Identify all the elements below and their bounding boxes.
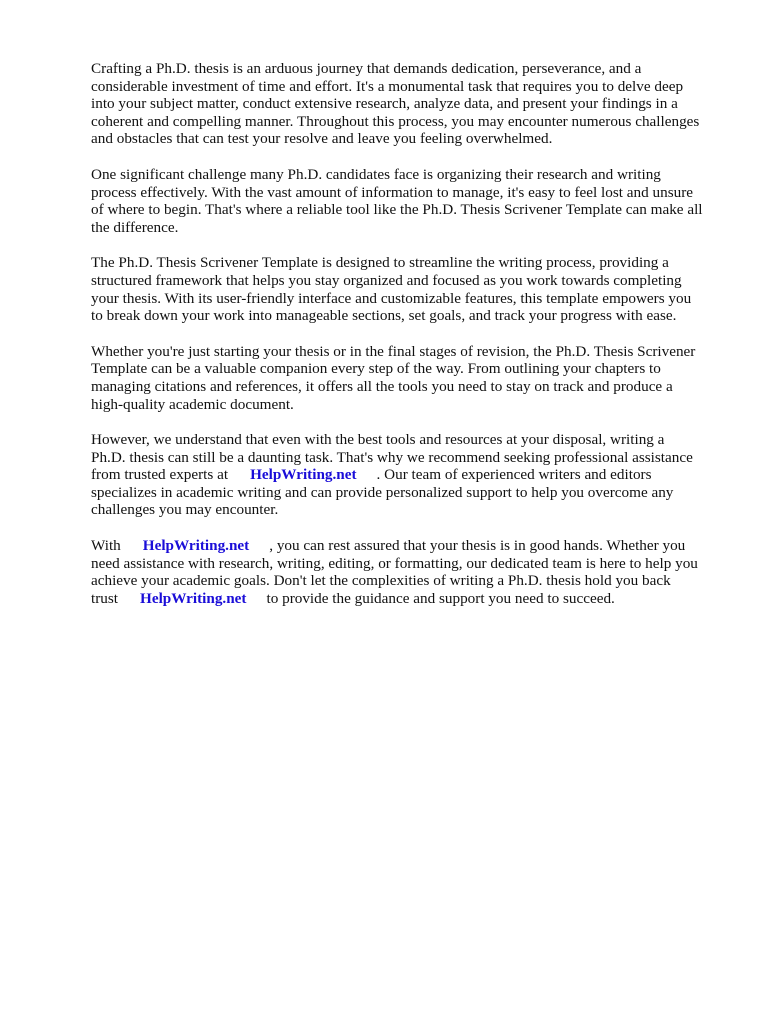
text-line: coherent and compelling manner. Throughout this process, you may encounter numerous challenges [91,112,700,130]
paragraph-template [91,254,731,324]
text-line: of where to begin. That's where a reliable tool like the Ph.D. Thesis Scrivener Template can make all [91,201,703,219]
text-fragment: to provide the guidance and support you need to succeed. [266,589,615,607]
paragraph-assistance [91,431,731,519]
paragraph-companion [91,343,731,413]
text-line-with-link [91,466,731,484]
text-line: However, we understand that even with the best tools and resources at your disposal, writing a [91,431,665,449]
text-fragment: trust [91,589,119,607]
text-line: to break down your work into manageable sections, set goals, and track your progress with ease. [91,307,677,325]
text-fragment: With [91,537,121,555]
text-line: high-quality academic document. [91,395,294,413]
text-line: achieve your academic goals. Don't let the complexities of writing a Ph.D. thesis hold you back [91,572,671,590]
text-line: Template can be a valuable companion every step of the way. From outlining your chapters to [91,360,661,378]
text-line: need assistance with research, writing, editing, or formatting, our dedicated team is here to help you [91,554,698,572]
text-line: The Ph.D. Thesis Scrivener Template is designed to streamline the writing process, providing a [91,254,669,272]
text-line: process effectively. With the vast amount of information to manage, it's easy to feel lost and unsure [91,183,694,201]
text-line: One significant challenge many Ph.D. candidates face is organizing their research and writing [91,165,661,183]
text-fragment: from trusted experts at [91,466,229,484]
text-line-with-link [91,590,731,608]
text-line: the difference. [91,218,179,236]
text-line: your thesis. With its user-friendly interface and customizable features, this template empowers you [91,289,692,307]
text-line: challenges you may encounter. [91,501,279,519]
text-fragment: . Our team of experienced writers and editors [376,466,652,484]
paragraph-intro [91,60,731,148]
paragraph-challenge [91,166,731,236]
paragraph-closing [91,537,731,607]
text-line: specializes in academic writing and can provide personalized support to help you overcome any [91,483,674,501]
text-line: Ph.D. thesis can still be a daunting task. That's why we recommend seeking professional assistance [91,448,693,466]
helpwriting-link[interactable]: HelpWriting.net [140,589,247,607]
text-line: managing citations and references, it offers all the tools you need to stay on track and produce a [91,377,673,395]
text-line: and obstacles that can test your resolve and leave you feeling overwhelmed. [91,130,553,148]
text-line: into your subject matter, conduct extensive research, analyze data, and present your findings in a [91,95,678,113]
text-line: considerable investment of time and effort. It's a monumental task that requires you to delve deep [91,77,684,95]
text-line: Crafting a Ph.D. thesis is an arduous journey that demands dedication, perseverance, and a [91,60,642,77]
text-line: structured framework that helps you stay organized and focused as you work towards completing [91,271,682,289]
helpwriting-link[interactable]: HelpWriting.net [250,466,357,484]
document-body [91,60,731,625]
text-fragment: , you can rest assured that your thesis is in good hands. Whether you [269,537,686,555]
helpwriting-link[interactable]: HelpWriting.net [142,537,250,555]
text-line-with-link [91,537,731,555]
text-line: Whether you're just starting your thesis or in the final stages of revision, the Ph.D. Thesis Scrivener [91,342,696,360]
